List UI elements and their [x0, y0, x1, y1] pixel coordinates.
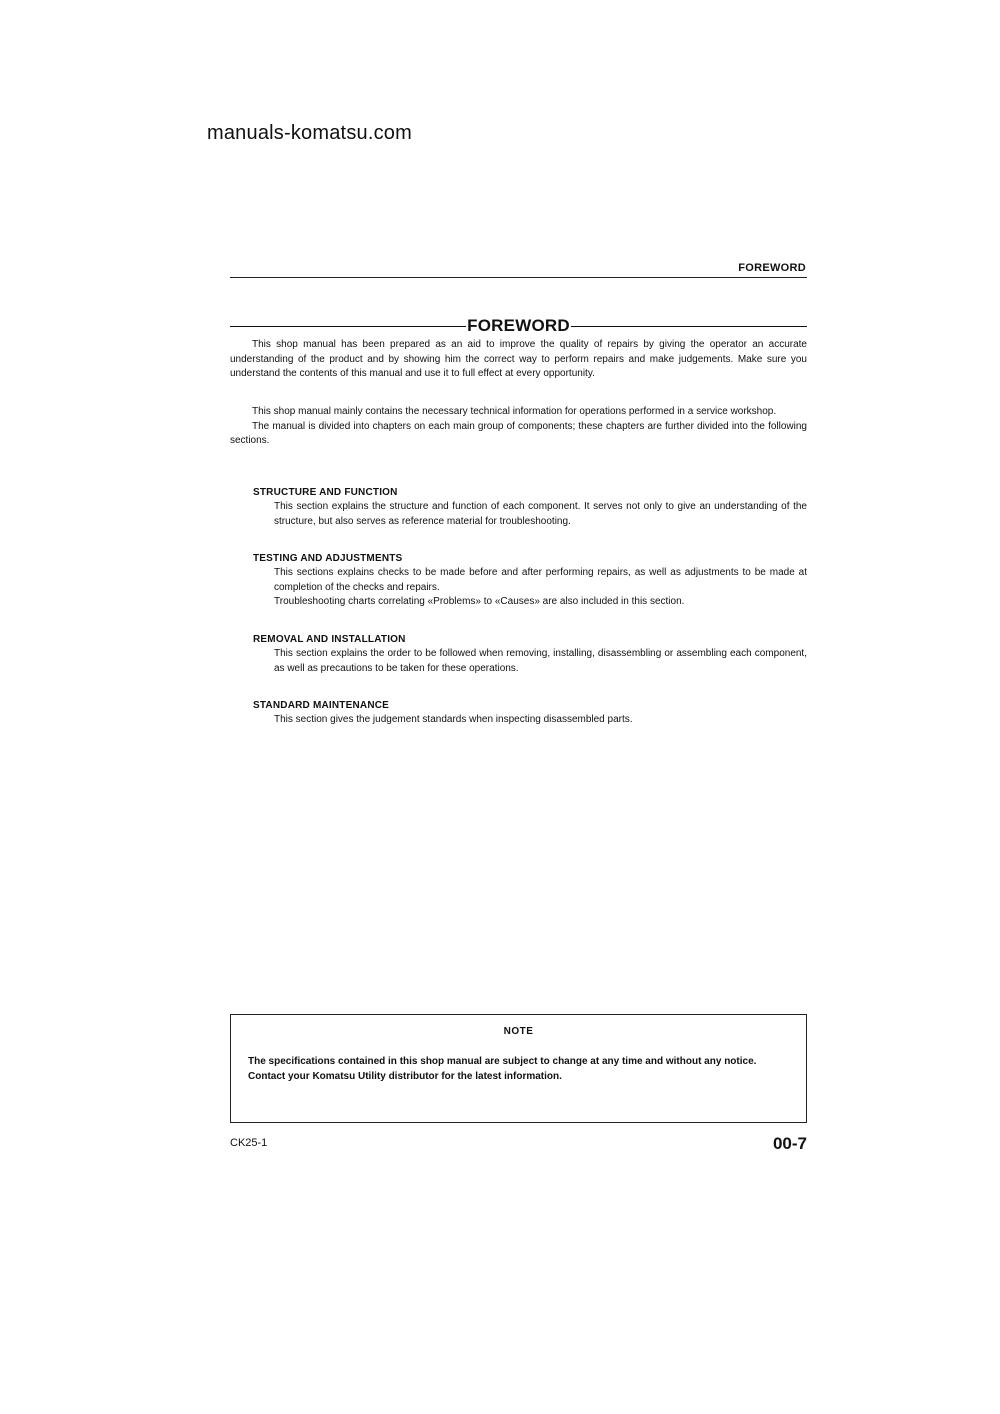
page-title: FOREWORD: [467, 316, 570, 335]
intro-paragraph-text: This shop manual has been prepared as an aid to improve the quality of repairs by giving the operator an accurate understanding of the product and by showing him the correct way to perform repairs and make judgements. Make sure you understand the contents of this manual and use it to full effect at every opportunity.: [230, 339, 807, 379]
section-body: [274, 713, 807, 728]
section-standard-maintenance: [230, 699, 807, 728]
section-text: This sections explains checks to be made before and after performing repairs, as well as adjustments to be made at completion of the checks and repairs.: [274, 567, 807, 593]
header-divider: [230, 277, 807, 278]
running-header: FOREWORD: [738, 262, 806, 274]
section-text: This section explains the structure and function of each component. It serves not only to give an understanding of the structure, but also serves as reference material for troubleshooting.: [274, 501, 807, 527]
section-heading: TESTING AND ADJUSTMENTS: [253, 553, 403, 564]
section-structure-function: [230, 486, 807, 529]
chapters-paragraph-text: The manual is divided into chapters on each main group of components; these chapters are further divided into the following sections.: [230, 420, 807, 446]
section-text: Troubleshooting charts correlating «Problems» to «Causes» are also included in this section.: [274, 596, 685, 607]
contents-paragraphs: [230, 405, 807, 449]
footer-model-code: CK25-1: [230, 1137, 268, 1149]
section-testing-adjustments: [230, 552, 807, 610]
section-heading: REMOVAL AND INSTALLATION: [253, 634, 406, 645]
note-line: The specifications contained in this shop manual are subject to change at any time and without any notice.: [248, 1056, 757, 1067]
section-body: [274, 566, 807, 610]
section-heading: STRUCTURE AND FUNCTION: [253, 487, 398, 498]
title-rule-right: [571, 326, 807, 327]
page-title-row: [230, 316, 807, 336]
note-text: [248, 1055, 792, 1084]
section-removal-installation: [230, 633, 807, 676]
title-rule-left: [230, 326, 466, 327]
intro-paragraph: [230, 338, 807, 382]
note-box: [230, 1014, 807, 1123]
section-body: [274, 647, 807, 676]
section-text: This section gives the judgement standards when inspecting disassembled parts.: [274, 714, 633, 725]
note-title: NOTE: [503, 1026, 534, 1037]
section-text: This section explains the order to be followed when removing, installing, disassembling or assembling each component, as well as precautions to be taken for these operations.: [274, 648, 807, 674]
footer-page-number: 00-7: [772, 1134, 807, 1153]
watermark-text: manuals-komatsu.com: [207, 122, 412, 144]
note-line: Contact your Komatsu Utility distributor for the latest information.: [248, 1070, 562, 1082]
contents-paragraph-text: This shop manual mainly contains the necessary technical information for operations performed in a service workshop.: [252, 406, 777, 417]
section-heading: STANDARD MAINTENANCE: [253, 700, 390, 711]
section-body: [274, 500, 807, 529]
